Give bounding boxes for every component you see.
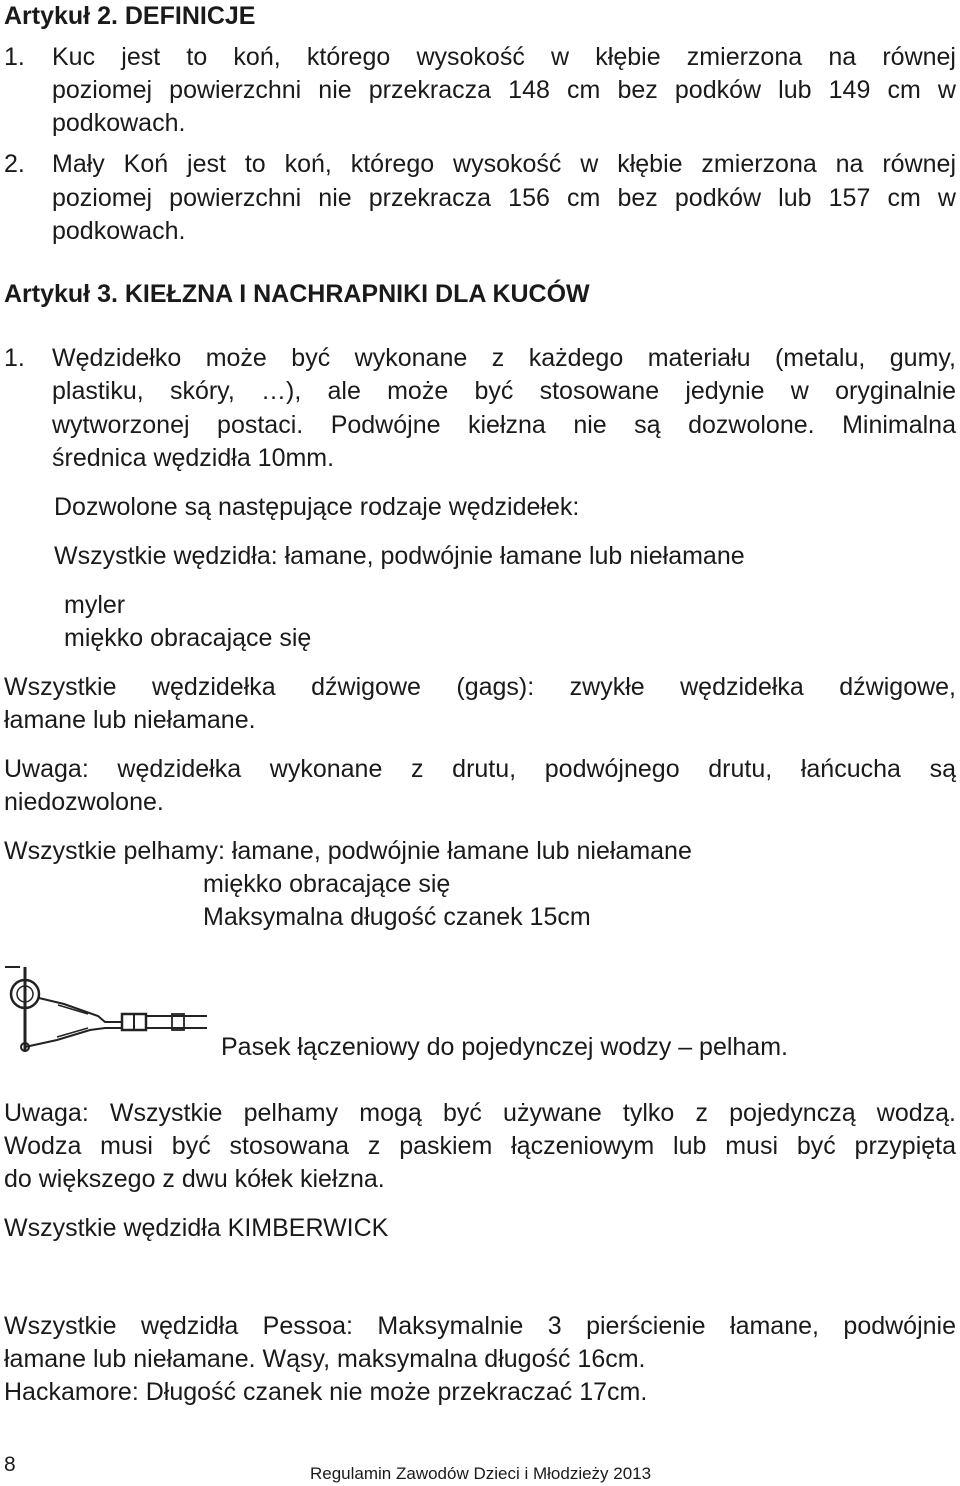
article-3-item-1-number: 1. bbox=[4, 344, 25, 372]
soft-rotating-line: miękko obracające się bbox=[64, 624, 312, 652]
article-3-item-1-line-2: plastiku, skóry, …), ale może być stosowane jedynie w oryginalnie bbox=[52, 377, 956, 405]
article-2-item-1-number: 1. bbox=[4, 43, 25, 71]
pelham-strap-illustration bbox=[2, 962, 207, 1054]
kimberwick-line: Wszystkie wędzidła KIMBERWICK bbox=[4, 1214, 389, 1242]
pelhams-line: Wszystkie pelhamy: łamane, podwójnie łamane lub niełamane bbox=[4, 837, 692, 865]
pelhams-soft-line: miękko obracające się bbox=[203, 870, 451, 898]
article-2-item-1-line-3: podkowach. bbox=[52, 109, 186, 137]
article-3-item-1-line-1: Wędzidełko może być wykonane z każdego materiału (metalu, gumy, bbox=[52, 344, 956, 372]
allowed-bits-intro: Dozwolone są następujące rodzaje wędzidełek: bbox=[54, 493, 580, 521]
gag-bits-line-2: łamane lub niełamane. bbox=[4, 706, 256, 734]
snaffles-line: Wszystkie wędzidła: łamane, podwójnie łamane lub niełamane bbox=[54, 542, 745, 570]
gag-bits-line-1: Wszystkie wędzidełka dźwigowe (gags): zwykłe wędzidełka dźwigowe, bbox=[4, 673, 956, 701]
article-2-item-2-line-2: poziomej powierzchni nie przekracza 156 cm bez podków lub 157 cm w bbox=[52, 184, 956, 212]
pessoa-line-2: łamane lub niełamane. Wąsy, maksymalna długość 16cm. bbox=[4, 1345, 646, 1373]
article-3-item-1-line-3: wytworzonej postaci. Podwójne kiełzna nie są dozwolone. Minimalna bbox=[52, 411, 956, 439]
myler-line: myler bbox=[64, 591, 126, 619]
hackamore-line: Hackamore: Długość czanek nie może przekraczać 17cm. bbox=[4, 1378, 648, 1406]
strap-caption: Pasek łączeniowy do pojedynczej wodzy – pelham. bbox=[221, 1033, 788, 1061]
article-2-item-1-line-1: Kuc jest to koń, którego wysokość w kłębie zmierzona na równej bbox=[52, 43, 956, 71]
page-number: 8 bbox=[4, 1453, 16, 1476]
footer-title: Regulamin Zawodów Dzieci i Młodzieży 2013 bbox=[310, 1464, 652, 1483]
pelham-note-line-1: Uwaga: Wszystkie pelhamy mogą być używane tylko z pojedynczą wodzą. bbox=[4, 1099, 956, 1127]
wire-bits-note-line-1: Uwaga: wędzidełka wykonane z drutu, podwójnego drutu, łańcucha są bbox=[4, 755, 956, 783]
pelhams-max-line: Maksymalna długość czanek 15cm bbox=[203, 903, 591, 931]
pelham-note-line-3: do większego z dwu kółek kiełzna. bbox=[4, 1165, 385, 1193]
article-2-heading: Artykuł 2. DEFINICJE bbox=[4, 2, 256, 30]
article-2-item-2-line-3: podkowach. bbox=[52, 217, 186, 245]
wire-bits-note-line-2: niedozwolone. bbox=[4, 788, 164, 816]
article-2-item-2-line-1: Mały Koń jest to koń, którego wysokość w kłębie zmierzona na równej bbox=[52, 150, 956, 178]
article-2-item-1-line-2: poziomej powierzchni nie przekracza 148 cm bez podków lub 149 cm w bbox=[52, 76, 956, 104]
article-3-heading: Artykuł 3. KIEŁZNA I NACHRAPNIKI DLA KUCÓW bbox=[4, 280, 590, 308]
article-2-item-2-number: 2. bbox=[4, 150, 25, 178]
pelham-note-line-2: Wodza musi być stosowana z paskiem łączeniowym lub musi być przypięta bbox=[4, 1132, 956, 1160]
pessoa-line-1: Wszystkie wędzidła Pessoa: Maksymalnie 3 pierścienie łamane, podwójnie bbox=[4, 1312, 956, 1340]
article-3-item-1-line-4: średnica wędzidła 10mm. bbox=[52, 444, 335, 472]
